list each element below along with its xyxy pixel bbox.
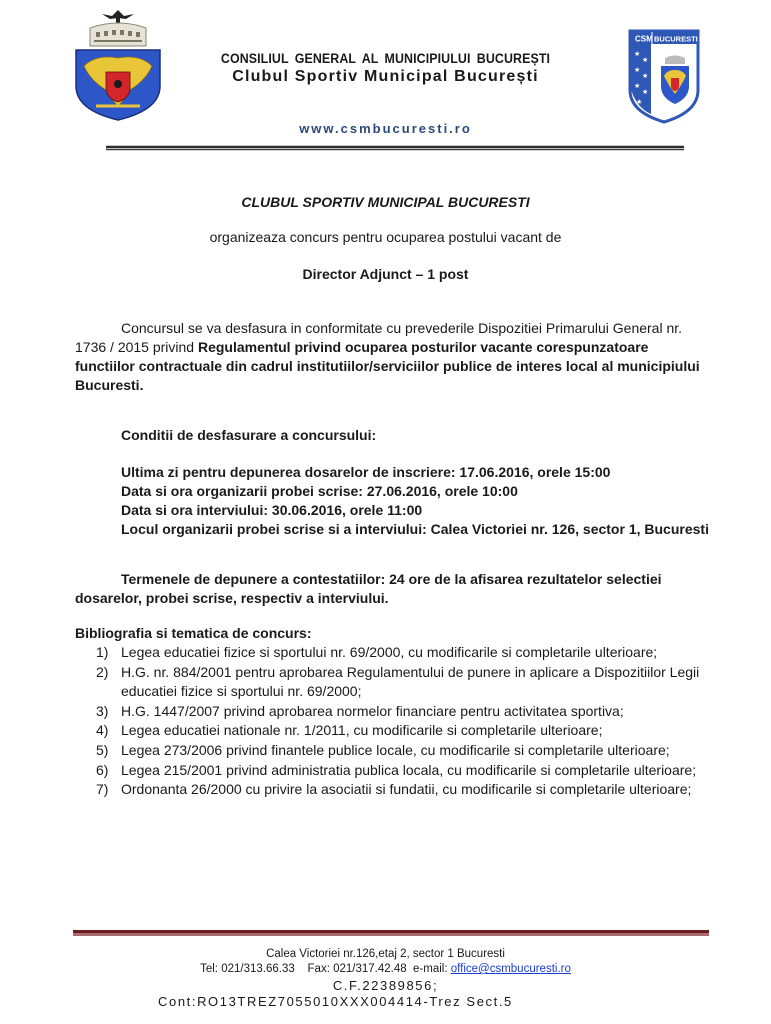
footer-separator [73,930,709,936]
footer-contact [0,963,771,975]
bibliography-list [96,643,736,800]
list-text: Legea 273/2006 privind finantele publice locale, cu modificarile si completarile ulterioare; [121,741,670,758]
condition-deadline: Ultima zi pentru depunerea dosarelor de inscriere: 17.06.2016, orele 15:00 [121,464,611,480]
list-text: Legea educatiei fizice si sportului nr. 69/2000, cu modificarile si completarile ulterioare; [121,644,658,660]
footer-address: Calea Victoriei nr.126,etaj 2, sector 1 Bucuresti [266,948,505,960]
list-number: 1) [96,644,109,660]
condition-written-exam: Data si ora organizarii probei scrise: 27.06.2016, orele 10:00 [121,483,518,499]
appeals-paragraph: Termenele de depunere a contestatiilor: 24 ore de la afisarea rezultatelor selectiei dosarelor, probei scrise, respectiv a interviului. [75,571,662,606]
svg-text:CSM: CSM [635,34,653,44]
council-name: CONSILIUL GENERAL AL MUNICIPIULUI BUCUREȘTI [220,51,551,66]
list-text: Ordonanta 26/2000 cu privire la asociatii si fundatii, cu modificarile si completarile ulterioare; [121,781,692,798]
csm-bucuresti-crest-logo [627,28,701,124]
club-name: Clubul Sportiv Municipal București [232,68,539,85]
footer-email-link[interactable]: office@csmbucuresti.ro [450,963,571,975]
list-text: Legea educatiei nationale nr. 1/2011, cu modificarile si completarile ulterioare; [121,722,603,739]
svg-text:★: ★ [642,72,649,80]
legal-basis-text: Concursul se va desfasura in conformitate cu prevederile Dispozitiei Primarului General nr. 1736 / 2015 privind [75,320,683,355]
list-number: 2) [96,663,109,680]
list-text: H.G. nr. 884/2001 pentru aprobarea Regulamentului de punere in aplicare a Dispozitiilor Legii educatiei fizice si sportului nr. 69/2000; [121,663,700,700]
legal-basis-paragraph [75,319,711,395]
csm-crest-icon [627,28,701,124]
organizer-title: CLUBUL SPORTIV MUNICIPAL BUCURESTI [241,194,530,210]
list-item [96,702,736,722]
list-item [96,663,736,702]
regulation-title: Regulamentul privind ocuparea posturilor vacante corespunzatoare functiilor contractuale din cadrul institutiilor/serviciilor publice de interes local al municipiului Bucuresti. [75,339,700,393]
svg-text:★: ★ [642,56,649,64]
position-title: Director Adjunct – 1 post [302,266,469,282]
conditions-list [75,463,711,539]
footer-email-label: e-mail: [413,963,448,975]
condition-location: Locul organizarii probei scrise si a interviului: Calea Victoriei nr. 126, sector 1, Bucuresti [121,521,709,537]
list-number: 3) [96,702,109,719]
conditions-heading: Conditii de desfasurare a concursului: [121,427,377,443]
svg-text:★: ★ [634,82,641,90]
svg-text:★: ★ [642,88,649,96]
header-separator [106,145,684,151]
announcement-text: organizeaza concurs pentru ocuparea postului vacant de [209,229,562,245]
svg-text:★: ★ [636,98,643,106]
condition-interview: Data si ora interviului: 30.06.2016, orele 11:00 [121,502,423,518]
list-item [96,780,736,800]
website-link[interactable]: www.csmbucuresti.ro [299,121,472,136]
svg-text:★: ★ [634,50,641,58]
footer-tel: Tel: 021/313.66.33 [200,963,295,975]
list-item [96,761,736,781]
footer-fiscal-code: C.F.22389856; [332,978,439,993]
list-number: 5) [96,741,109,758]
footer-bank-account: Cont:RO13TREZ7055010XXX004414-Trez Sect.5 [158,994,513,1009]
list-number: 6) [96,761,109,778]
footer-fax: Fax: 021/317.42.48 [307,963,407,975]
list-item [96,741,736,761]
svg-text:★: ★ [634,66,641,74]
svg-text:BUCURESTI: BUCURESTI [654,34,698,44]
list-number: 4) [96,722,109,739]
list-item [96,721,736,741]
list-item [96,643,736,663]
list-number: 7) [96,781,109,798]
list-text: Legea 215/2001 privind administratia publica locala, cu modificarile si completarile ulterioare; [121,761,697,778]
list-text: H.G. 1447/2007 privind aprobarea normelor financiare pentru activitatea sportiva; [121,702,624,719]
bibliography-heading: Bibliografia si tematica de concurs: [75,625,312,641]
